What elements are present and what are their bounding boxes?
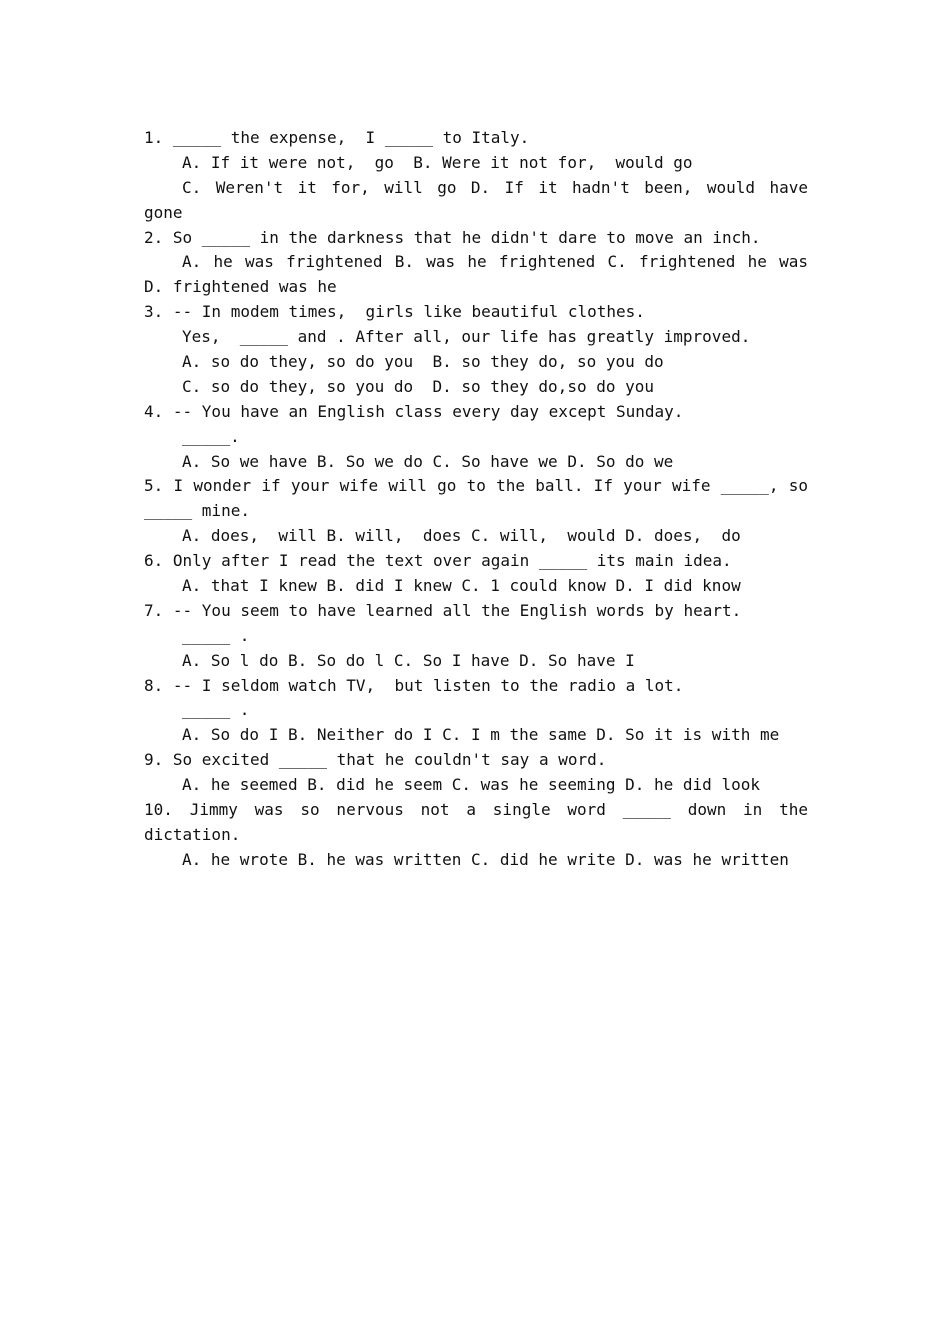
question-line: _____ .	[182, 700, 250, 720]
question-item	[144, 126, 808, 226]
question-stem: 8. -- I seldom watch TV, but listen to the radio a lot.	[144, 675, 684, 695]
question-item	[144, 474, 808, 549]
question-line: A. So l do B. So do l C. So I have D. So have I	[182, 650, 635, 670]
question-stem: 4. -- You have an English class every day except Sunday.	[144, 401, 684, 421]
question-stem: 6. Only after I read the text over again _____ its main idea.	[144, 551, 732, 571]
question-line: _____ mine.	[144, 501, 250, 521]
question-item	[144, 549, 808, 599]
question-line: A. If it were not, go B. Were it not for, would go	[182, 152, 693, 172]
question-item	[144, 226, 808, 301]
question-line: C. so do they, so you do D. so they do,so do you	[182, 376, 655, 396]
question-stem: 7. -- You seem to have learned all the English words by heart.	[144, 600, 742, 620]
question-line: A. he wrote B. he was written C. did he write D. was he written	[182, 849, 789, 869]
question-line: gone	[144, 202, 183, 222]
question-stem: 1. _____ the expense, I _____ to Italy.	[144, 128, 530, 147]
question-line: A. he seemed B. did he seem C. was he seeming D. he did look	[182, 775, 760, 795]
question-line: A. so do they, so do you B. so they do, so you do	[182, 352, 664, 372]
question-line: A. that I knew B. did I knew C. 1 could know D. I did know	[182, 576, 741, 596]
question-line: A. he was frightened B. was he frightened C. frightened he was	[182, 252, 808, 272]
question-item	[144, 798, 808, 873]
question-stem: 5. I wonder if your wife will go to the ball. If your wife _____, so	[144, 476, 808, 496]
question-stem: 3. -- In modem times, girls like beautiful clothes.	[144, 302, 645, 322]
question-line: Yes, _____ and . After all, our life has greatly improved.	[182, 327, 751, 347]
question-line: dictation.	[144, 824, 241, 844]
question-list	[144, 126, 808, 873]
question-item	[144, 674, 808, 749]
question-line: A. does, will B. will, does C. will, would D. does, do	[182, 526, 741, 546]
question-stem: 10. Jimmy was so nervous not a single word _____ down in the	[144, 800, 808, 820]
question-line: A. So do I B. Neither do I C. I m the same D. So it is with me	[182, 725, 780, 745]
question-line: D. frightened was he	[144, 277, 337, 297]
question-stem: 2. So _____ in the darkness that he didn't dare to move an inch.	[144, 227, 761, 247]
question-item	[144, 748, 808, 798]
question-item	[144, 300, 808, 400]
question-line: C. Weren't it for, will go D. If it hadn't been, would have	[182, 177, 808, 197]
question-line: _____.	[182, 426, 240, 446]
question-item	[144, 599, 808, 674]
question-item	[144, 400, 808, 475]
question-line: _____ .	[182, 625, 250, 645]
question-line: A. So we have B. So we do C. So have we D. So do we	[182, 451, 674, 471]
question-stem: 9. So excited _____ that he couldn't say a word.	[144, 750, 607, 770]
